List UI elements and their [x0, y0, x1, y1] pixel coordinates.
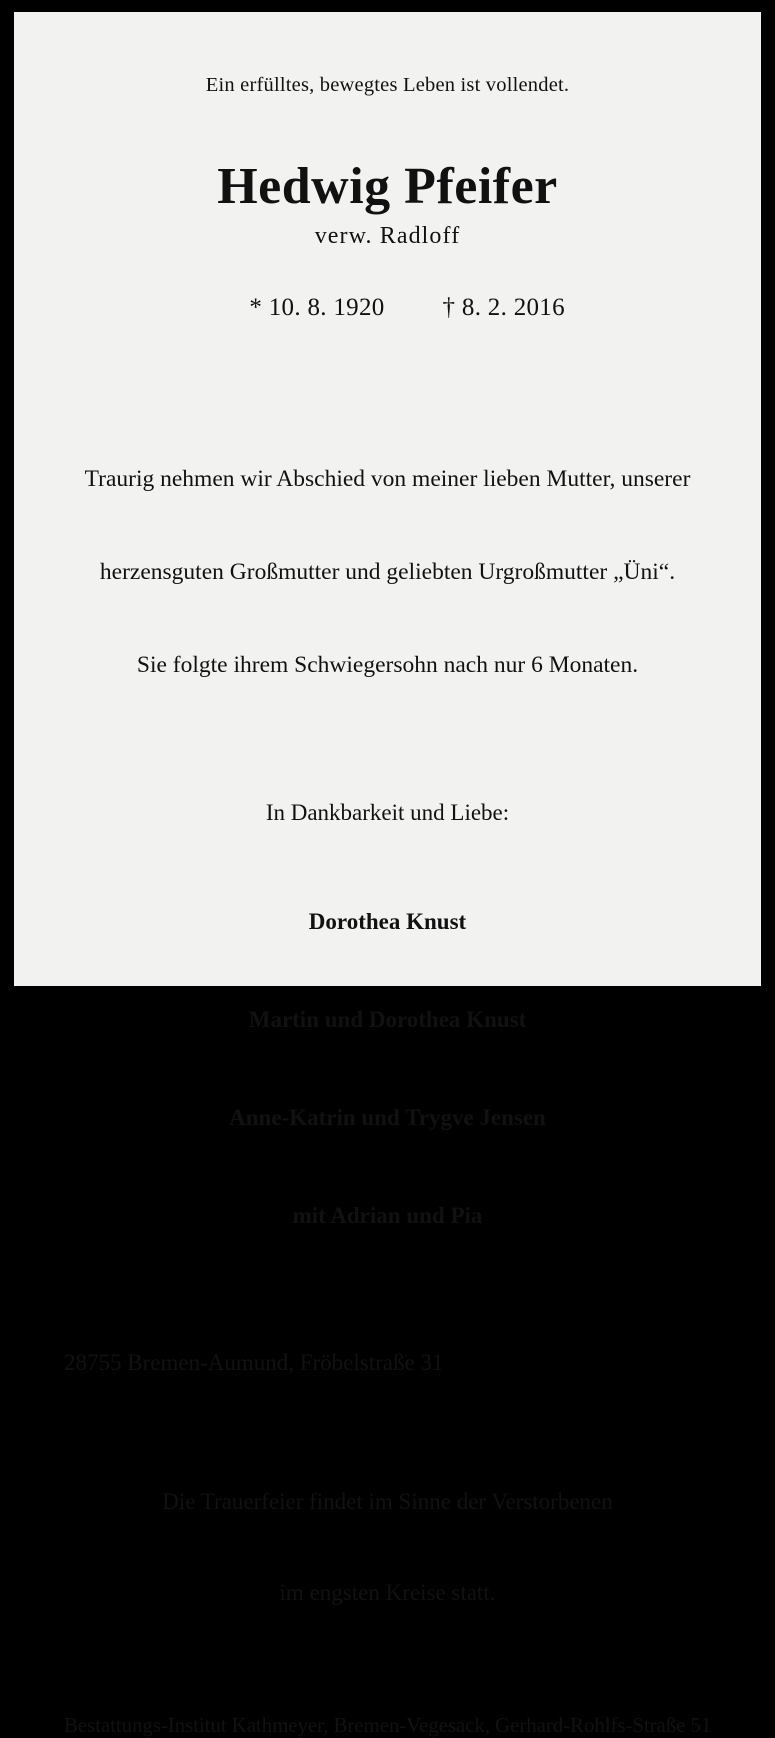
gratitude-heading: In Dankbarkeit und Liebe: [265, 800, 510, 826]
epitaph-line: Ein erfülltes, bewegtes Leben ist vollendet. [205, 74, 570, 96]
survivor-name: Anne-Katrin und Trygve Jensen [229, 1104, 546, 1130]
birth-date: * 10. 8. 1920 [249, 294, 385, 322]
survivor-name: Dorothea Knust [308, 908, 467, 934]
memorial-message-line: Traurig nehmen wir Abschied von meiner lieben Mutter, unserer [84, 466, 691, 493]
life-dates [38, 250, 737, 350]
survivor-name: Martin und Dorothea Knust [248, 1006, 527, 1032]
memorial-message-line: Sie folgte ihrem Schwiegersohn nach nur 6 Monaten. [136, 652, 639, 679]
maiden-name: verw. Radloff [314, 223, 461, 250]
memorial-message [38, 350, 737, 743]
family-address: 28755 Bremen-Aumund, Fröbelstraße 31 [64, 1349, 444, 1375]
memorial-message-line: herzensguten Großmutter und geliebten Urgroßmutter „Üni“. [99, 559, 676, 586]
obituary-notice [14, 12, 761, 1738]
funeral-home-credit: Bestattungs-Institut Kathmeyer, Bremen-Vegesack, Gerhard-Rohlfs-Straße 51 [64, 1713, 712, 1738]
death-date: † 8. 2. 2016 [442, 294, 565, 322]
survivor-name: mit Adrian und Pia [292, 1202, 483, 1228]
ceremony-notice [38, 1376, 737, 1671]
ceremony-notice-line: im engsten Kreise statt. [279, 1580, 496, 1606]
deceased-name: Hedwig Pfeifer [217, 158, 558, 215]
survivors-list [38, 826, 737, 1297]
ceremony-notice-line: Die Trauerfeier findet im Sinne der Verstorbenen [162, 1488, 613, 1514]
